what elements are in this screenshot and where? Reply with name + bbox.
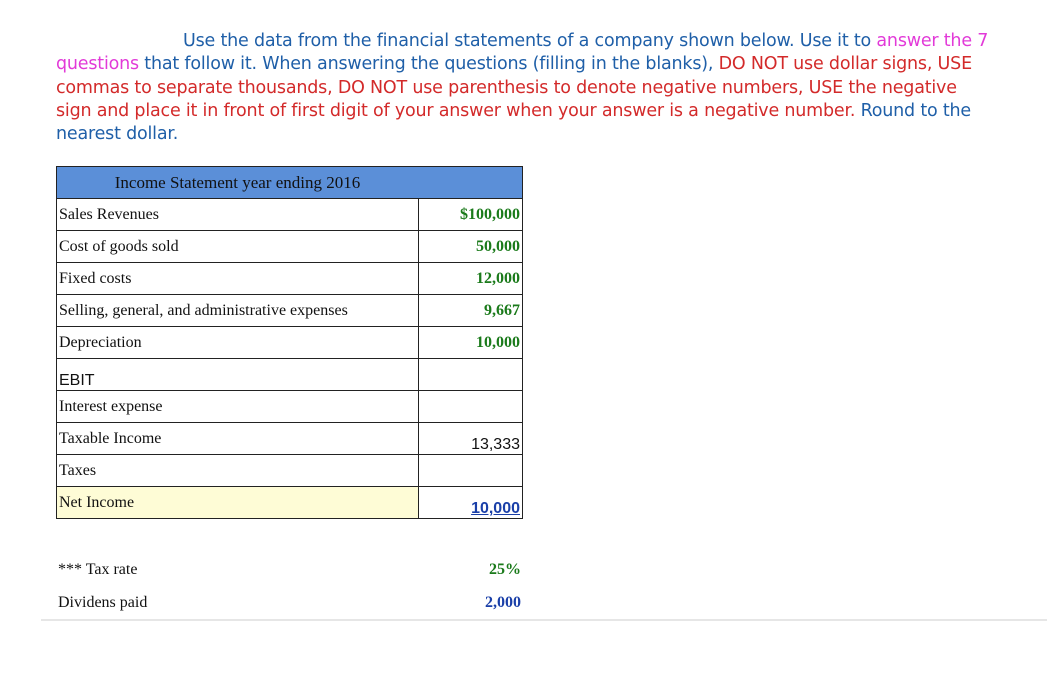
row-label-sga: Selling, general, and administrative expenses	[57, 295, 419, 327]
instructions-part-3: that follow it. When answering the questions (filling in the blanks),	[138, 54, 719, 75]
row-value-cogs: 50,000	[419, 231, 523, 263]
row-label-ebit: EBIT	[57, 359, 419, 391]
instructions-part-1: Use the data from the financial statements of a company shown below. Use it to	[183, 31, 877, 51]
table-row	[57, 487, 523, 519]
instructions-paragraph	[56, 30, 991, 146]
instructions-part-2: answer the 7 questions	[56, 31, 989, 75]
table-row	[57, 359, 523, 391]
row-label-interest-expense: Interest expense	[57, 391, 419, 423]
table-row	[57, 295, 523, 327]
row-value-sales-revenues: $100,000	[419, 199, 523, 231]
table-header-row	[57, 167, 523, 199]
dividends-label: Dividens paid	[58, 594, 148, 611]
tax-rate-label: *** Tax rate	[58, 561, 138, 578]
row-value-ebit-blank	[419, 359, 523, 391]
row-value-fixed-costs: 12,000	[419, 263, 523, 295]
statement-title: Income Statement year ending 2016	[57, 167, 523, 199]
row-value-taxes-blank	[419, 455, 523, 487]
row-value-depreciation: 10,000	[419, 327, 523, 359]
row-label-taxable-income: Taxable Income	[57, 423, 419, 455]
table-row	[57, 263, 523, 295]
row-label-taxes: Taxes	[57, 455, 419, 487]
instructions-part-4: DO NOT use dollar signs, USE commas to separate thousands, DO NOT use parenthesis to denote negative numbers, USE the negative sign and place it in front of first digit of your answer when your answer is a negative number.	[56, 54, 972, 121]
instructions-part-5: Round to the nearest dollar.	[56, 100, 971, 145]
row-value-sga: 9,667	[419, 295, 523, 327]
tax-rate-value: 25%	[489, 561, 521, 578]
row-label-fixed-costs: Fixed costs	[57, 263, 419, 295]
row-value-net-income: 10,000	[419, 487, 523, 519]
row-value-interest-blank	[419, 391, 523, 423]
table-row	[57, 423, 523, 455]
row-label-sales-revenues: Sales Revenues	[57, 199, 419, 231]
table-row	[57, 199, 523, 231]
row-label-depreciation: Depreciation	[57, 327, 419, 359]
income-statement-table	[56, 166, 523, 519]
row-label-net-income: Net Income	[57, 487, 419, 519]
dividends-value: 2,000	[485, 594, 521, 611]
table-row	[57, 327, 523, 359]
table-row	[57, 455, 523, 487]
table-row	[57, 231, 523, 263]
row-label-cogs: Cost of goods sold	[57, 231, 419, 263]
row-value-taxable-income: 13,333	[419, 423, 523, 455]
table-row	[57, 391, 523, 423]
